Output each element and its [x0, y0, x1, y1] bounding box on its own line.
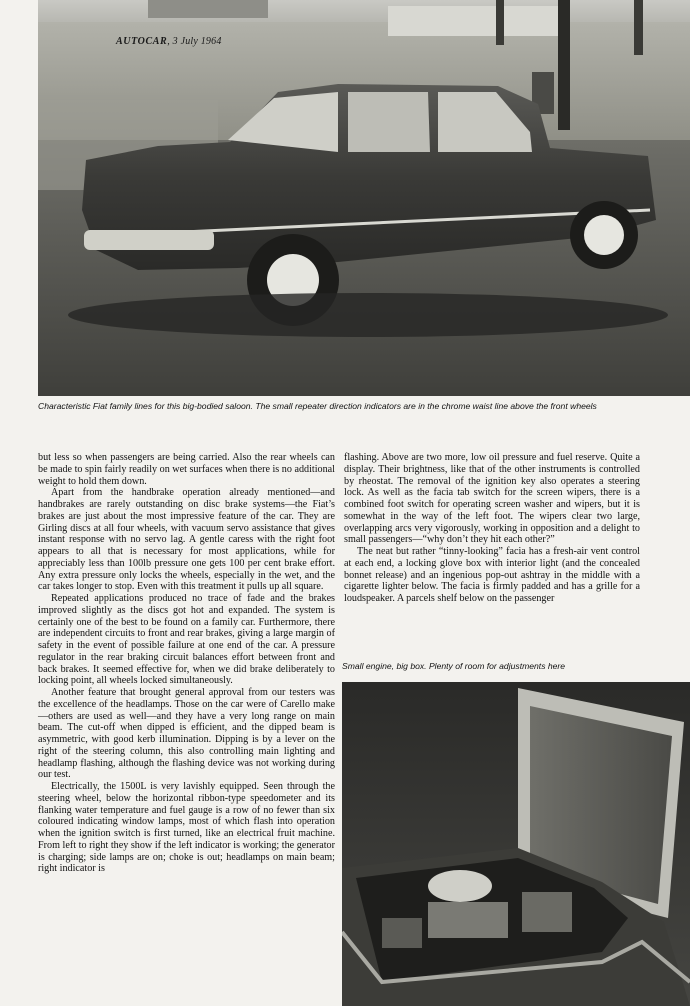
article-paragraph: Another feature that brought general approval from our testers was the excellence of the headlamps. Those on the car were of Carello make—others are used as well—and they have a very long range on main beam. The cut-off when dipped is efficient, and the dipped beam is asymmetric, with good kerb illumination. Dipping is by a lever on the right of the steering column, this also controlling main lighting and headlamp flashing, although the flashing device was not working during our test.	[38, 687, 335, 781]
top-photo-caption: Characteristic Fiat family lines for this big-bodied saloon. The small repeater direction indicators are in the chrome waist line above the front wheels	[38, 401, 597, 411]
article-paragraph: flashing. Above are two more, low oil pressure and fuel reserve. Quite a display. Their brightness, like that of the other instruments is controlled by rheostat. The removal of the ignition key also operates a steering lock. As well as the facia tab switch for the screen wipers, there is a combined foot switch for operating screen washer and wipers, but it is somewhat in the way of the left foot. The wipers clear two large, overlapping arcs very vigorously, working in opposition and a delight to small passengers—“why don’t they hit each other?”	[344, 452, 640, 546]
article-paragraph: Repeated applications produced no trace of fade and the brakes improved slightly as the discs got hot and expanded. The system is certainly one of the best to be found on a family car. Furthermore, there are independent circuits to front and rear brakes, giving a large margin of safety in the event of possible failure at one end of the car. A pressure regulator in the rear braking circuit balances effort between front and back brakes. It seemed effective for, when we did brake deliberately to locking point, all wheels locked simultaneously.	[38, 593, 335, 687]
article-paragraph: but less so when passengers are being carried. Also the rear wheels can be made to spin fairly readily on wet surfaces when there is no additional weight to hold them down.	[38, 452, 335, 487]
article-column-right	[344, 452, 640, 605]
article-column-left	[38, 452, 335, 875]
article-paragraph: The neat but rather “tinny-looking” facia has a fresh-air vent control at each end, a locking glove box with interior light (and the concealed bonnet release) and an ingenious pop-out ashtray in the middle with a cigarette lighter below. The facia is firmly padded and has a grille for a loudspeaker. A parcels shelf below on the passenger	[344, 546, 640, 604]
issue-date: 3 July 1964	[172, 36, 222, 47]
magazine-name: AUTOCAR	[116, 36, 168, 47]
car-side-photo-art	[38, 0, 690, 396]
engine-photo-caption: Small engine, big box. Plenty of room for adjustments here	[342, 661, 566, 671]
article-paragraph: Electrically, the 1500L is very lavishly equipped. Seen through the steering wheel, below the horizontal ribbon-type speedometer and its flanking water temperature and fuel gauge is a row of no fewer than six coloured indicating window lamps, most of which flash into operation when the ignition switch is first turned, like an electrical fruit machine. From left to right they show if the left indicator is working; the generator is charging; side lamps are on; choke is out; headlamps on main beam; right indicator is	[38, 781, 335, 875]
car-side-photo	[38, 0, 690, 396]
article-paragraph: Apart from the handbrake operation already mentioned—and handbrakes are rarely outstanding on disc brake systems—the Fiat’s brakes are just about the most impressive feature of the car. They are Girling discs at all four wheels, with vacuum servo assistance that gives instant response with no servo lag. A gentle caress with the right foot appears to all that is necessary for most applications, while for appreciably less than 100lb pressure one gets 100 per cent brake effort. Any extra pressure only locks the wheels, especially in the wet, and the car takes longer to stop. Even with this treatment it pulls up all square.	[38, 487, 335, 593]
engine-bay-photo-art	[342, 682, 690, 1006]
engine-bay-photo	[342, 682, 690, 1006]
magazine-masthead: AUTOCAR, 3 July 1964	[116, 36, 222, 47]
